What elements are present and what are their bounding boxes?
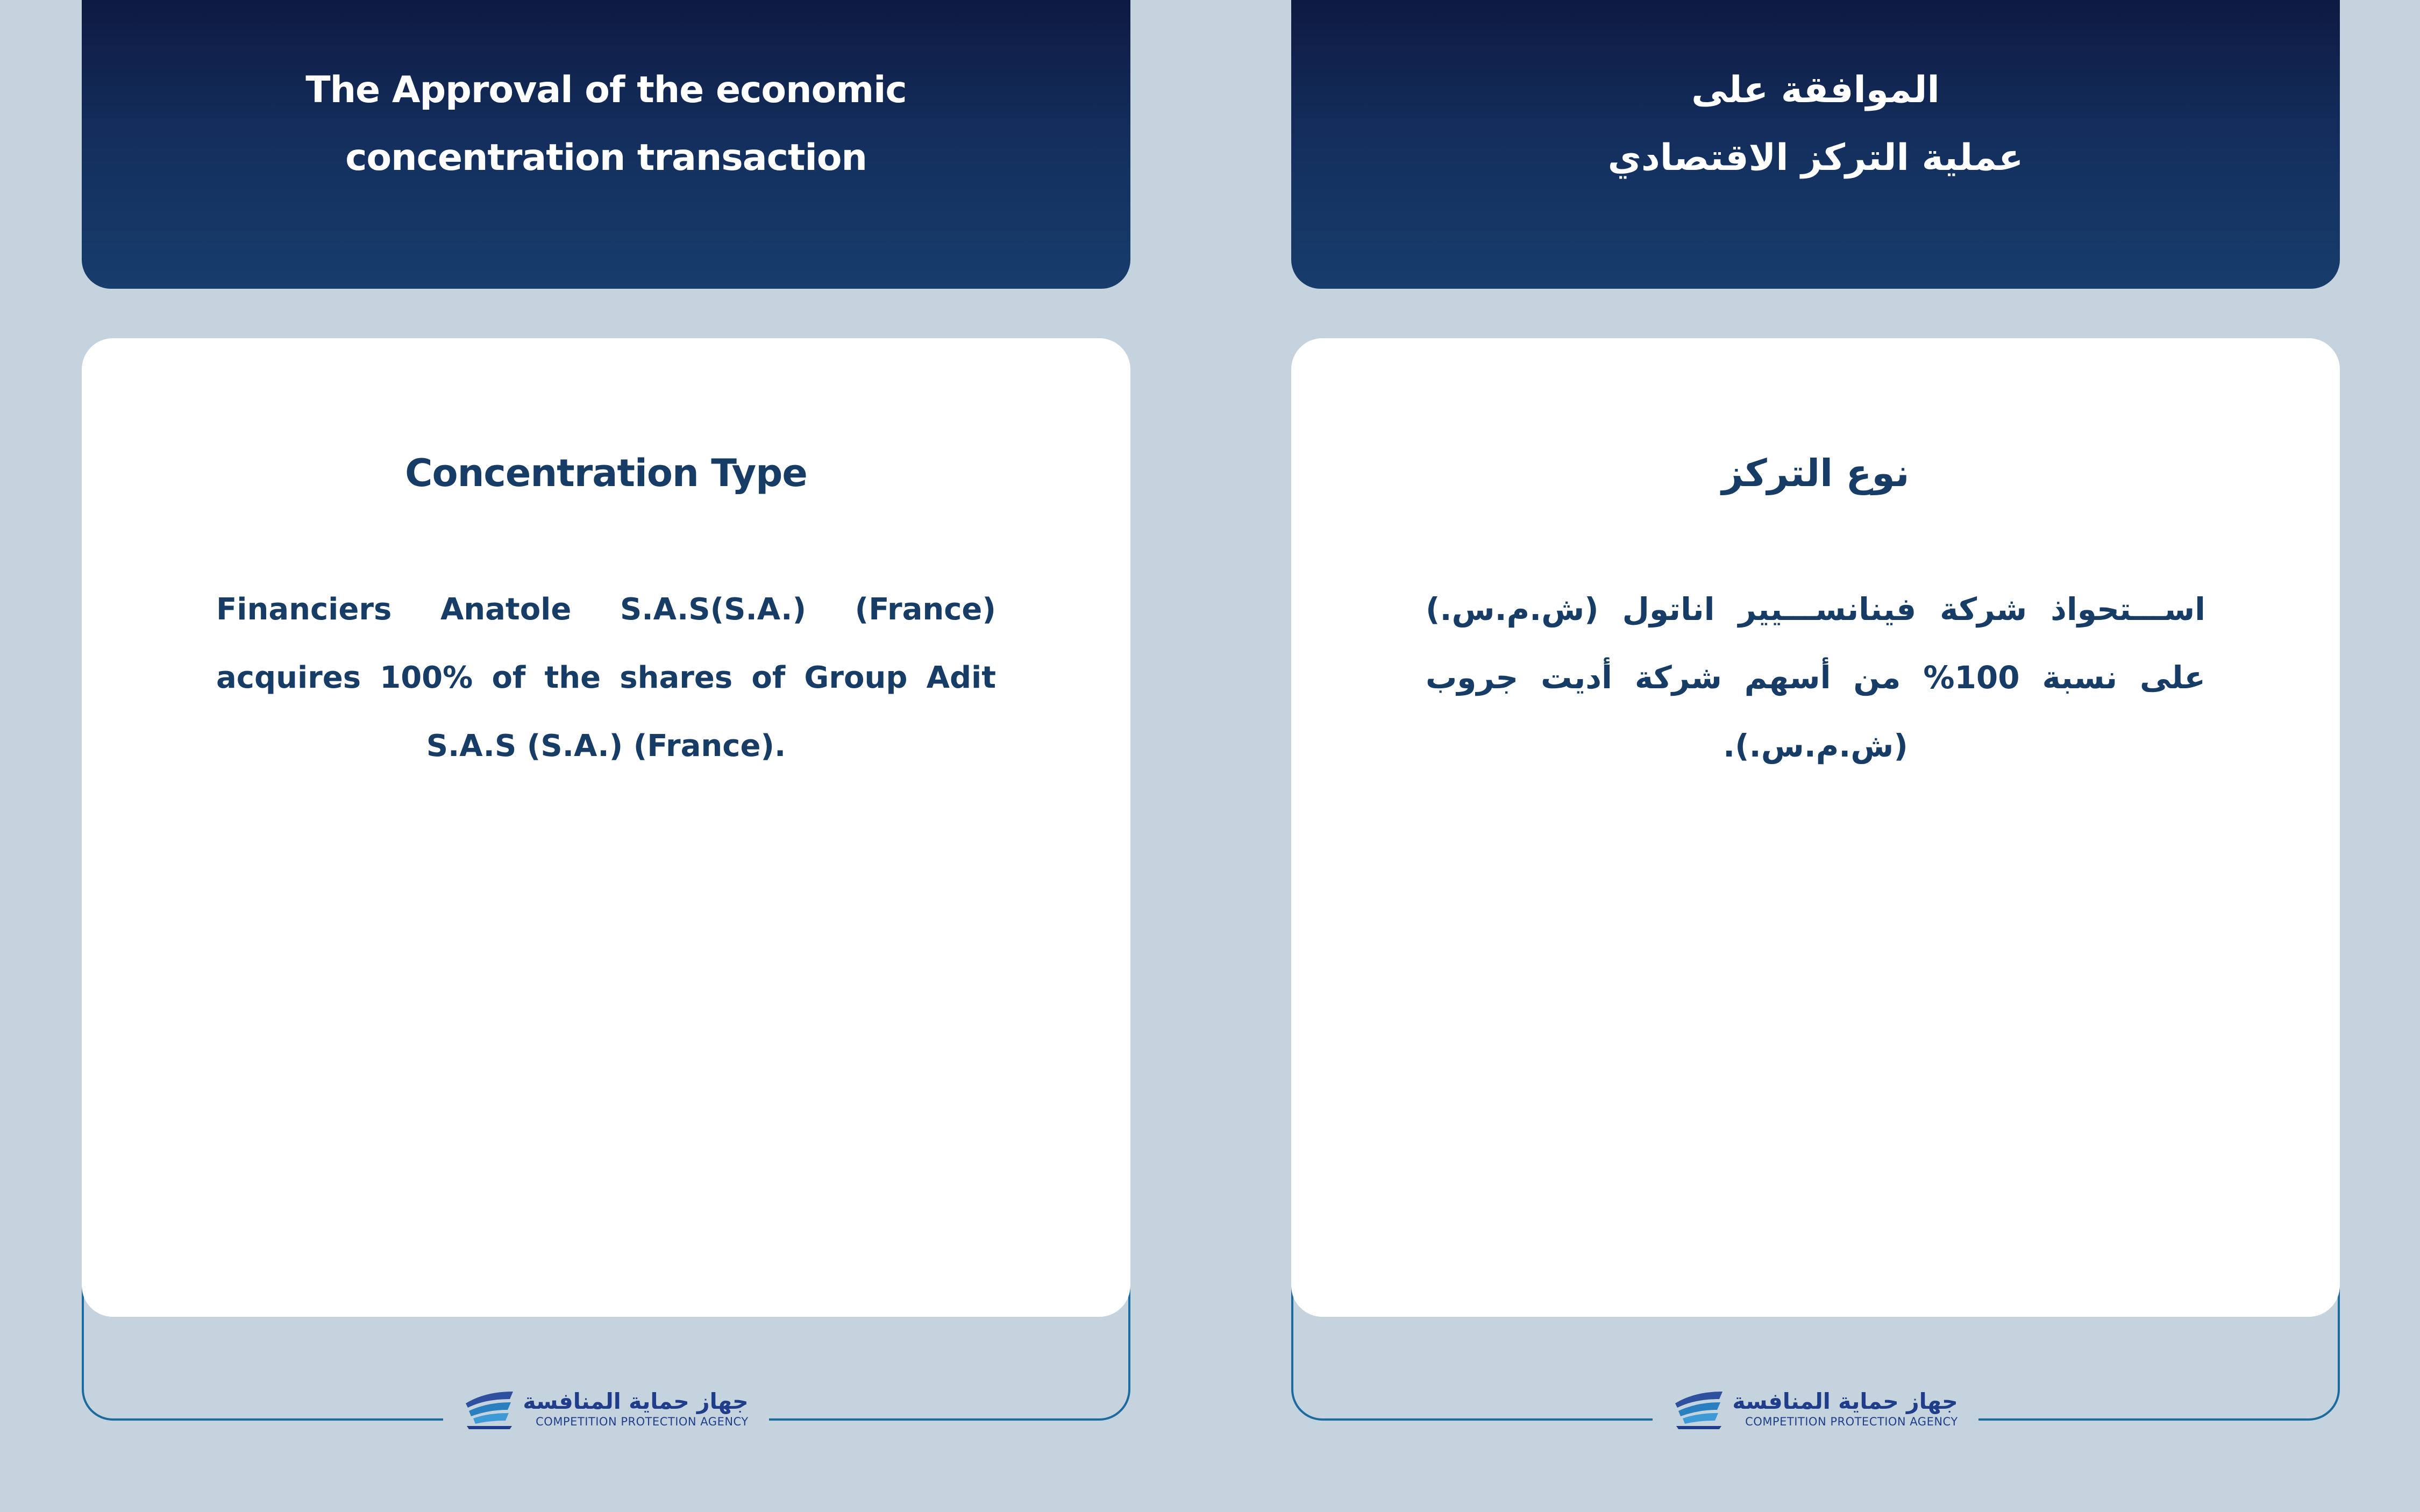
body-text: اســـتحواذ شركة فينانســـيير اناتول (ش.م.س.) على نسبة 100% من أسهم شركة أديت جروب (ش.م.س.). [1426,591,2205,764]
logo-name-english: COMPETITION PROTECTION AGENCY [1745,1415,1958,1428]
header-title-line-2: concentration transaction [345,137,867,179]
logo-name-arabic: جهاز حماية المنافسة [1732,1388,1958,1414]
sail-logo-icon [1673,1387,1725,1430]
logo-name-arabic: جهاز حماية المنافسة [523,1388,749,1414]
body-text: Financiers Anatole S.A.S(S.A.) (France) acquires 100% of the shares of Group Adit S.A.S (S.A.) (France). [216,592,996,764]
english-panel [82,0,1130,1512]
header-title-line-1: The Approval of the economic [305,69,907,111]
logo-text [1732,1388,1958,1429]
logo-text [523,1388,748,1429]
logo-name-english: COMPETITION PROTECTION AGENCY [536,1415,749,1428]
arabic-panel [1291,0,2340,1512]
section-title: Concentration Type [405,451,807,495]
logo-block [443,1387,768,1430]
header-banner [1291,0,2340,289]
logo-block [1653,1387,1978,1430]
header-title-line-2: عملية التركز الاقتصادي [1607,137,2024,179]
footer-logo [1291,1382,2340,1436]
section-title: نوع التركز [1721,451,1910,495]
header-title-line-1: الموافقة على [1691,69,1940,111]
footer-logo [82,1382,1130,1436]
header-banner [82,0,1130,289]
sail-logo-icon [464,1387,515,1430]
